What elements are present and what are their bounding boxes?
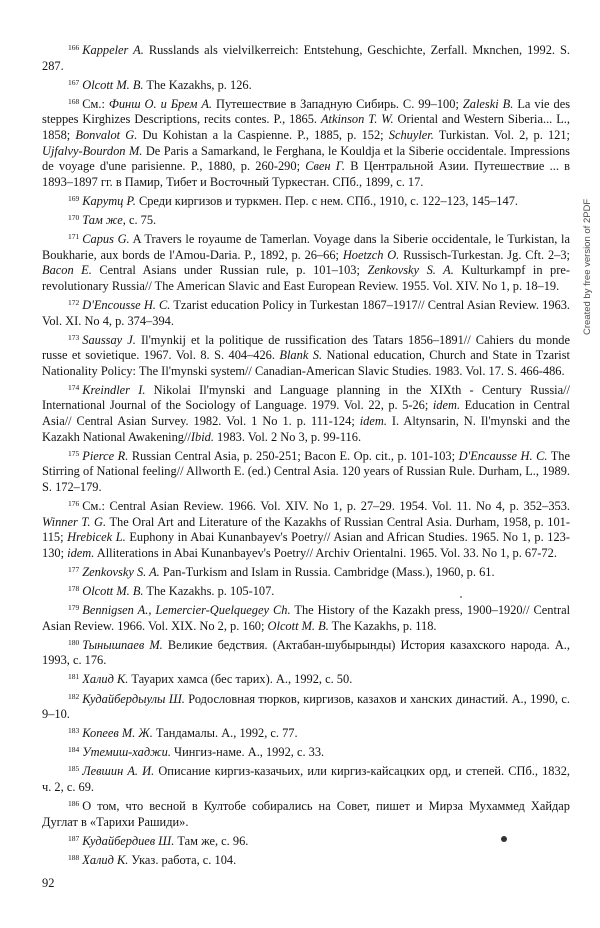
- footnote-number: 174: [68, 382, 80, 392]
- footnote-number: 171: [68, 232, 80, 242]
- footnote: [42, 75, 570, 94]
- footnote-number: 184: [68, 745, 80, 755]
- footnote-text: National education, Church and State in Tzarist Nationality Policy: The Il'mynski system// Canadian-American Slavic Studies. 1983. Vol. 17. S. 466-486.: [42, 348, 571, 378]
- footnote-text: Kulturkampf in pre-revolutionary Russia// The American Slavic and East European Review. 1955. Vol. XIV. No 1, p. 18–19.: [42, 263, 570, 293]
- footnote: [42, 295, 570, 329]
- author-name: Atkinson T. W.: [320, 112, 394, 127]
- footnote-text: I. Altynsarin, N. Il'mynski and the Kazakh National Awakening//: [42, 414, 570, 444]
- author-name: Pierce R.: [82, 448, 129, 463]
- footnote-text: The Oral Art and Literature of the Kazakhs of Russian Central Asia. Durham, 1958, p. 101-115;: [42, 514, 570, 545]
- author-name: Zaleski B.: [462, 96, 514, 111]
- footnote-text: Education in Central Asia// Central Asian Survey. 1982. Vol. 1 No 1. p. 111-124;: [42, 398, 570, 429]
- author-name: Финш О. и Брем А.: [108, 96, 213, 111]
- author-name: Hrebicek L.: [67, 530, 126, 545]
- footnote-number: 168: [68, 96, 80, 106]
- footnote-number: 181: [68, 672, 80, 682]
- footnote: [42, 191, 570, 210]
- author-name: Карутц Р.: [82, 193, 136, 208]
- footnote: [42, 581, 570, 600]
- author-name: Kappeler A.: [82, 43, 144, 57]
- footnote-text: The History of the Kazakh press, 1900–1920// Central Asian Review. 1966. Vol. XIX. No 2, p. 160;: [42, 603, 571, 633]
- author-name: Kreindler I.: [82, 382, 146, 397]
- footnote: [42, 796, 570, 830]
- footnote-text: Il'mynkij et la politique de russification des Tatars 1856–1891// Cahiers du monde russe et sovietique. 1967. Vol. 8. S. 404–426.: [42, 332, 570, 363]
- footnote-text: Russian Central Asia, p. 250-251; Bacon E. Op. cit., p. 101-103;: [128, 448, 459, 463]
- footnote-text: Родословная тюрков, киргизов, казахов и ханских династий. А., 1990, с. 9–10.: [42, 691, 570, 722]
- author-name: Копеев М. Ж.: [82, 726, 153, 741]
- footnote-number: 169: [68, 193, 80, 203]
- footnote-number: 173: [68, 332, 80, 342]
- author-name: Hoetzch O.: [342, 247, 400, 262]
- author-name: idem.: [359, 414, 387, 429]
- footnote-text: Pan-Turkism and Islam in Russia. Cambridge (Mass.), 1960, p. 61.: [159, 564, 495, 579]
- footnote-text: Путешествие в Западную Сибирь. С. 99–100;: [212, 96, 463, 111]
- author-name: Winner T. G.: [42, 514, 107, 529]
- scan-speck: [460, 596, 462, 598]
- footnote: [42, 689, 570, 723]
- footnote: [42, 831, 570, 850]
- page-number: 92: [42, 876, 55, 890]
- author-name: D'Encousse H. C.: [82, 297, 171, 312]
- author-name: Ujfalvy-Bourdon M.: [42, 143, 143, 158]
- footnote-text: Тауарих хамса (бес тарих). А., 1992, с. 50.: [128, 672, 353, 687]
- author-name: Olcott M. B.: [267, 618, 329, 633]
- author-name: idem.: [432, 398, 461, 413]
- footnote-text: Великие бедствия. (Актабан-шубырынды) История казахского народа. А., 1993, с. 176.: [42, 637, 570, 668]
- footnote-text: Russlands als vielvilkerreich: Entstehung, Geschichte, Zerfall. Mкnchen, 1992. S. 287.: [42, 43, 570, 73]
- author-name: Saussay J.: [82, 332, 136, 347]
- ink-blot: [501, 836, 507, 842]
- author-name: Свен Г.: [305, 159, 345, 174]
- footnote-number: 167: [68, 77, 80, 87]
- footnote-text: A Travers le royaume de Tamerlan. Voyage dans la Siberie occidentale, le Turkistan, la Boukharie, aux bords de l'Amou-Daria. P., 1892, p. 26–66;: [42, 232, 570, 262]
- footnote-number: 176: [68, 499, 80, 509]
- footnote-text: La vie des steppes Kirghizes Descriptions, recits contes. P., 1865.: [42, 96, 571, 127]
- footnote-number: 179: [68, 603, 80, 613]
- author-name: Халид К.: [82, 672, 129, 687]
- footnote: [42, 380, 570, 445]
- footnote-text: См.:: [82, 96, 109, 111]
- footnote-text: Turkistan. Vol. 2, p. 121;: [433, 127, 570, 142]
- author-name: Левшин А. И.: [82, 764, 155, 779]
- footnote-text: Указ. работа, с. 104.: [128, 852, 237, 867]
- author-name: Olcott M. B.: [82, 77, 144, 92]
- footnote-text: De Paris a Samarkand, le Ferghana, le Kouldja et la Siberie occidentale. Impressions de voyage d'une parisienne. P., 1880, p. 260-290;: [42, 143, 570, 174]
- footnote-number: 180: [68, 637, 80, 647]
- footnote: [42, 723, 570, 742]
- footnote-number: 177: [68, 564, 80, 574]
- footnote-text: Тандамалы. А., 1992, с. 77.: [152, 726, 298, 741]
- footnote: [42, 40, 570, 74]
- author-name: Schuyler.: [388, 127, 434, 142]
- footnote: [42, 496, 570, 561]
- footnote-text: The Stirring of National feeling// Allworth E. (ed.) Central Asia. 120 years of Russian Rule. Durham, L., 1989. S. 172–179.: [42, 448, 570, 494]
- watermark-side-note: Created by free version of 2PDF: [582, 198, 593, 335]
- footnote-text: 1983. Vol. 2 No 3, p. 99-116.: [213, 429, 362, 444]
- footnote-number: 186: [68, 799, 80, 809]
- footnote: [42, 600, 570, 634]
- author-name: Zenkovsky S. A.: [82, 564, 160, 579]
- footnote-number: 188: [68, 852, 80, 862]
- author-name: Кудайбердыулы Ш.: [82, 691, 185, 706]
- footnote: [42, 562, 570, 581]
- footnote: [42, 446, 570, 496]
- footnote-text: Du Kohistan a la Caspienne. P., 1885, p. 152;: [137, 127, 389, 142]
- footnote-text: The Kazakhs. p. 105-107.: [143, 584, 275, 598]
- footnote: [42, 229, 570, 294]
- footnote: [42, 94, 570, 191]
- footnote: [42, 850, 570, 869]
- footnote-text: Alliterations in Abai Kunanbayev's Poetry// Archiv Orientalni. 1965. Vol. 33. No 1, p. 67-72.: [94, 545, 557, 560]
- footnote-number: 185: [68, 764, 80, 774]
- footnote-text: Чингиз-наме. А., 1992, с. 33.: [170, 745, 325, 760]
- footnote-text: The Kazakhs, p. 118.: [328, 618, 437, 633]
- author-name: Blank S.: [279, 348, 323, 363]
- author-name: Olcott M. B.: [82, 584, 144, 598]
- footnote-number: 182: [68, 691, 80, 701]
- author-name: Ibid.: [190, 429, 214, 444]
- footnote-text: Tzarist education Policy in Turkestan 1867–1917// Central Asian Review. 1963. Vol. XI. No 4, p. 374–394.: [42, 297, 570, 328]
- footnote-number: 178: [68, 584, 80, 593]
- footnote-text: Описание киргиз-казачьих, или киргиз-кайсацких орд, и степей. СПб., 1832, ч. 2, с. 69.: [42, 764, 570, 795]
- footnote-number: 170: [68, 212, 80, 222]
- author-name: idem.: [67, 545, 95, 560]
- footnote-text: Nikolai Il'mynski and Language planning in the XIXth - Century Russia// International Journal of the Sociology of Language. 1979. Vol. 22, p. 5-26;: [42, 382, 570, 413]
- footnote-number: 183: [68, 726, 80, 736]
- footnote-number: 187: [68, 833, 80, 843]
- author-name: Там же,: [82, 212, 126, 227]
- footnote: [42, 761, 570, 795]
- footnote-text: The Kazakhs, p. 126.: [143, 77, 252, 92]
- author-name: Bonvalot G.: [75, 127, 138, 142]
- footnote-text: Russisch-Turkestan. Jg. Cft. 2–3;: [399, 247, 570, 262]
- footnote: [42, 742, 570, 761]
- author-name: D'Encausse H. C.: [458, 448, 548, 463]
- author-name: Capus G.: [82, 232, 130, 247]
- author-name: Тынышпаев М.: [82, 637, 163, 652]
- author-name: Bennigsen A., Lemercier-Quelquegey Ch.: [82, 603, 291, 618]
- footnote: [42, 669, 570, 688]
- footnote-text: О том, что весной в Култобе собирались на Совет, пишет и Мирза Мухаммед Хайдар Дуглат в «Тарихи Рашиди».: [42, 799, 570, 829]
- footnote-number: 166: [68, 43, 80, 52]
- author-name: Zenkovsky S. A.: [367, 263, 454, 278]
- footnote-text: Среди киргизов и туркмен. Пер. с нем. СПб., 1910, с. 122–123, 145–147.: [135, 193, 518, 208]
- author-name: Кудайбердиев Ш.: [82, 833, 175, 848]
- footnote: [42, 330, 570, 380]
- footnote-text: Euphony in Abai Kunanbayev's Poetry// Asian and African Studies. 1965. No 1, p. 123-130;: [42, 530, 570, 560]
- author-name: Bacon E.: [42, 263, 92, 278]
- footnote-number: 175: [68, 448, 80, 458]
- footnote: [42, 635, 570, 669]
- footnotes-block: [42, 40, 570, 869]
- footnote-number: 172: [68, 297, 80, 307]
- footnote-text: Там же, с. 96.: [174, 833, 249, 848]
- author-name: Халид К.: [82, 852, 129, 867]
- footnote-text: Oriental and Western Siberia... L., 1858;: [42, 112, 570, 142]
- footnote-text: Central Asians under Russian rule, p. 101–103;: [91, 263, 368, 278]
- footnote-text: См.: Central Asian Review. 1966. Vol. XIV. No 1, p. 27–29. 1954. Vol. 11. No 4, p. 352–353.: [82, 499, 570, 514]
- footnote-text: В Центральной Азии. Путешествие ... в 1893–1897 гг. в Памир, Тибет и Восточный Туркестан. СПб., 1899, с. 17.: [42, 159, 570, 189]
- footnote-text: с. 75.: [125, 212, 157, 227]
- footnote: [42, 210, 570, 229]
- author-name: Утемиш-хаджи.: [82, 745, 171, 760]
